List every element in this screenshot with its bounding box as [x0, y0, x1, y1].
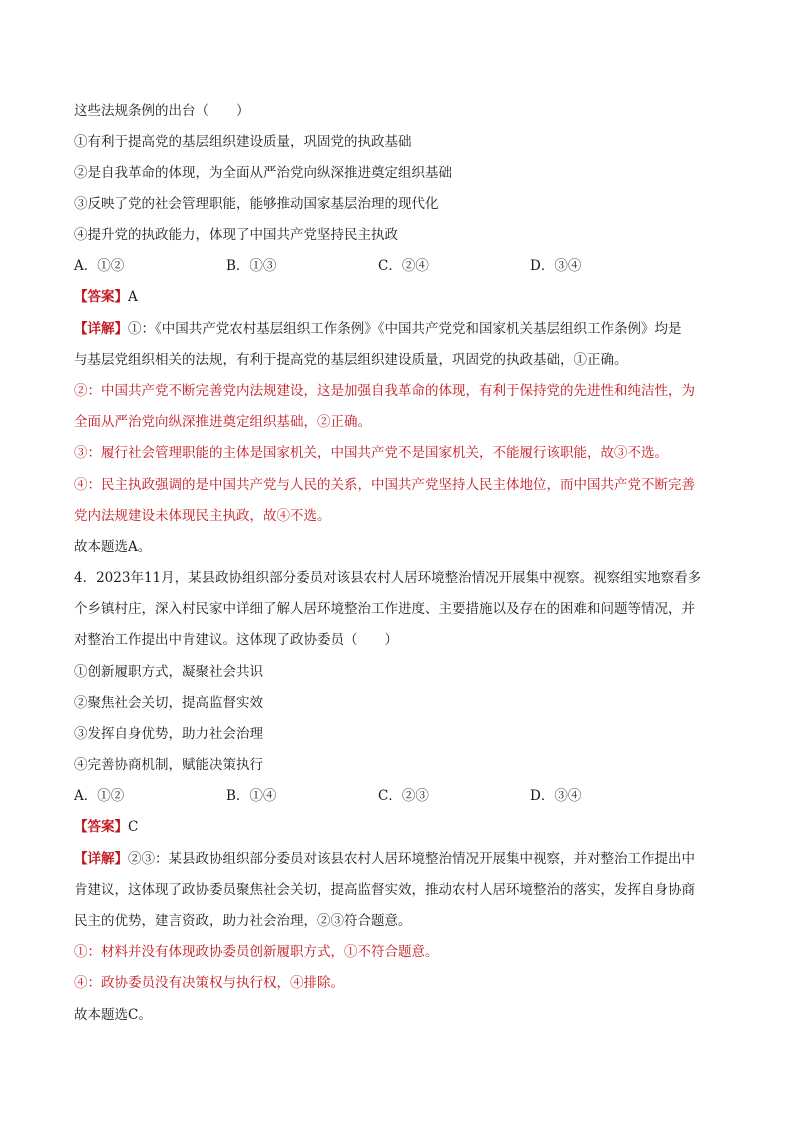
q3-option-d: D．③④ [530, 258, 582, 274]
q3-item-2: ②是自我革命的体现，为全面从严治党向纵深推进奠定组织基础 [74, 165, 452, 181]
q4-conclusion: 故本题选C。 [74, 1007, 152, 1023]
q3-detail-line-2: 与基层党组织相关的法规，有利于提高党的基层组织建设质量，巩固党的执政基础，①正确。 [74, 352, 628, 368]
q4-option-a: A．①② [74, 788, 125, 804]
q3-answer-label: 【答案】 [74, 289, 128, 305]
q3-red-line-5: 党内法规建设未体现民主执政，故④不选。 [74, 508, 331, 524]
q3-detail-text-1: ①：《中国共产党农村基层组织工作条例》《中国共产党党和国家机关基层组织工作条例》均是 [128, 321, 682, 337]
q3-answer [74, 288, 726, 306]
q4-item-3: ③发挥自身优势，助力社会治理 [74, 726, 263, 742]
q4-detail-label: 【详解】 [74, 851, 128, 867]
q3-option-c: C．②④ [378, 258, 429, 274]
q3-answer-value: A [128, 289, 138, 305]
q3-item-1: ①有利于提高党的基层组织建设质量，巩固党的执政基础 [74, 134, 412, 150]
q4-option-c: C．②③ [378, 788, 429, 804]
q4-stem-line-3: 对整治工作提出中肯建议。这体现了政协委员（ ） [74, 632, 398, 648]
q3-red-line-1: ②：中国共产党不断完善党内法规建设，这是加强自我革命的体现，有利于保持党的先进性和纯洁性，为 [74, 383, 695, 399]
q4-item-1: ①创新履职方式，凝聚社会共识 [74, 664, 263, 680]
q3-option-b: B．①③ [226, 258, 277, 274]
q4-item-2: ②聚焦社会关切，提高监督实效 [74, 695, 263, 711]
q3-item-3: ③反映了党的社会管理职能，能够推动国家基层治理的现代化 [74, 196, 439, 212]
q3-option-a: A．①② [74, 258, 125, 274]
q4-options [74, 787, 726, 805]
q4-item-4: ④完善协商机制，赋能决策执行 [74, 757, 263, 773]
q4-detail-text-1: ②③：某县政协组织部分委员对该县农村人居环境整治情况开展集中视察，并对整治工作提出中 [128, 851, 695, 867]
q4-detail-line-2: 肯建议，这体现了政协委员聚焦社会关切，提高监督实效，推动农村人居环境整治的落实，发挥自身协商 [74, 882, 695, 898]
q4-answer-label: 【答案】 [74, 819, 128, 835]
q4-option-d: D．③④ [530, 788, 582, 804]
q4-detail-line-1 [74, 850, 726, 868]
q3-red-line-3: ③：履行社会管理职能的主体是国家机关，中国共产党不是国家机关，不能履行该职能，故③不选。 [74, 445, 668, 461]
q3-detail-line-1 [74, 320, 726, 338]
q4-red-line-1: ①：材料并没有体现政协委员创新履职方式，①不符合题意。 [74, 944, 439, 960]
q4-red-line-2: ④：政协委员没有决策权与执行权，④排除。 [74, 975, 344, 991]
q3-detail-label: 【详解】 [74, 321, 128, 337]
q4-option-b: B．①④ [226, 788, 277, 804]
q3-red-line-2: 全面从严治党向纵深推进奠定组织基础，②正确。 [74, 414, 371, 430]
q3-conclusion: 故本题选A。 [74, 539, 152, 555]
q4-detail-line-3: 民主的优势，建言资政，助力社会治理，②③符合题意。 [74, 913, 412, 929]
q3-options [74, 257, 726, 275]
q4-stem-line-2: 个乡镇村庄，深入村民家中详细了解人居环境整治工作进度、主要措施以及存在的困难和问题等情况，并 [74, 601, 695, 617]
q3-red-line-4: ④：民主执政强调的是中国共产党与人民的关系，中国共产党坚持人民主体地位，而中国共产党不断完善 [74, 477, 695, 493]
q4-answer-value: C [128, 819, 139, 835]
q4-stem-line-1: 4．2023年11月，某县政协组织部分委员对该县农村人居环境整治情况开展集中视察。视察组实地察看多 [74, 570, 702, 586]
q4-answer [74, 818, 726, 836]
q3-item-4: ④提升党的执政能力，体现了中国共产党坚持民主执政 [74, 227, 398, 243]
q3-stem: 这些法规条例的出台（ ） [74, 103, 250, 119]
